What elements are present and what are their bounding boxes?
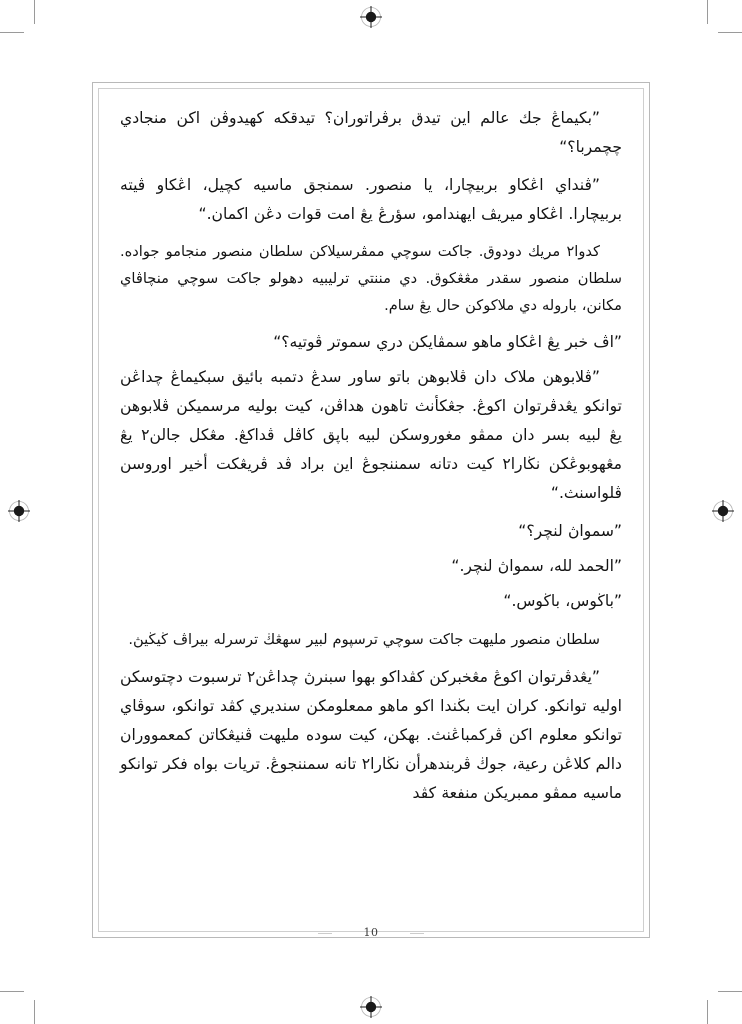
paragraph-dialogue-5: ‏”سمواڽ لنچر؟“ (518, 522, 622, 541)
registration-target-icon-left (8, 500, 30, 522)
page-text-body (92, 104, 650, 914)
page-number: 10 (363, 926, 379, 939)
paragraph-narration-2: ‏سلطان منصور مليهت جاكت سوچي ترسڽوم لبير سهڠڬ ترسرله بيراڤ ڬيڬيڽ. (128, 631, 600, 649)
paragraph-narration-1: ‏كدوا٢ مريك دودوق. جاكت سوچي ممڤرسيلاكن سلطان منصور منجامو جواده. سلطان منصور سقدر مڠڠكوق. دي مننتي ترليبيه دهولو جاكت سوچي منچاڤاي مكانن، بارولە دي ملاكوكن حال يڠ سام. (120, 243, 622, 315)
crop-mark-bottom-left-vertical (34, 1000, 35, 1024)
paragraph-dialogue-1: ‏”بكيماڠ جك عالم اين تيدق برڤراتوران؟ تيدقكه كهيدوڤن اكن منجادي چچمربا؟“ (120, 109, 622, 156)
paragraph-dialogue-7: ‏”باڬوس، باڬوس.“ (503, 592, 622, 611)
crop-mark-top-left-vertical (34, 0, 35, 24)
crop-mark-top-right-horizontal (718, 32, 742, 33)
crop-mark-bottom-right-horizontal (718, 991, 742, 992)
paragraph-dialogue-2: ‏”ڤنداي اڠكاو بربيچارا، يا منصور. سمنجق ماسيه كچيل، اڠكاو ڤيته بربيچارا. اڠكاو ميريڤ ايهندامو، سؤرڠ يڠ امت قوات دڠن اكمان.“ (120, 176, 622, 223)
crop-mark-top-left-horizontal (0, 32, 24, 33)
paragraph-dialogue-3: ‏”اڤ خبر يڠ اڠكاو ماهو سمڤايكن دري سموتر ڤوتيه؟“ (273, 333, 622, 352)
paragraph-dialogue-4: ‏”ڤلابوهن ملاک دان ڤلابوهن باتو ساور سدڠ دتمبه بائيق سبكيماڠ چداڠن توانكو يڠدڤرتوان اكوڠ. جڠكأنث تاهون هداڤن، كيت بوليه مرسميكن ڤلابوهن يڠ لبيه بسر دان ممڤو مغوروسكن لبيه باڽق كاڤل ڤداكڠ. مڠكل جالن٢ يڠ مڠهوبوڠكن نڬارا٢ كيت دتانه سمننجوڠ اين براد ڤد ڤريڠكت أخير اوروسن ڤلواسنث.“ (120, 368, 622, 503)
crop-mark-top-right-vertical (707, 0, 708, 24)
crop-mark-bottom-left-horizontal (0, 991, 24, 992)
registration-target-icon-right (712, 500, 734, 522)
paragraph-dialogue-6: ‏”الحمد لله، سمواڽ لنچر.“ (451, 557, 622, 576)
crop-mark-bottom-right-vertical (707, 1000, 708, 1024)
paragraph-dialogue-8: ‏”يڠدڤرتوان اكوڠ مڠخبركن كڤداكو بهوا سبنرڽ چداڠن٢ ترسبوت دچتوسكن اوليه توانكو. كران ايت بڬندا اكو ماهو ممعلومكن سنديري كڤد توانكو، سوڤاي توانكو معلوم اكن ڤركمباڠنث. بهكن، كيت سوده مليهت ڤنيڠكاتن كمعمووران دالم كلاڠن رعية، جوڬ ڤربندهرأن نڬارا٢ تانه سمننجوڠ. تريات بواه فكر توانكو ماسيه ممڤو ممبريكن منفعة كڤد (119, 667, 622, 802)
registration-target-icon-top (360, 6, 382, 28)
registration-target-icon-bottom (360, 996, 382, 1018)
